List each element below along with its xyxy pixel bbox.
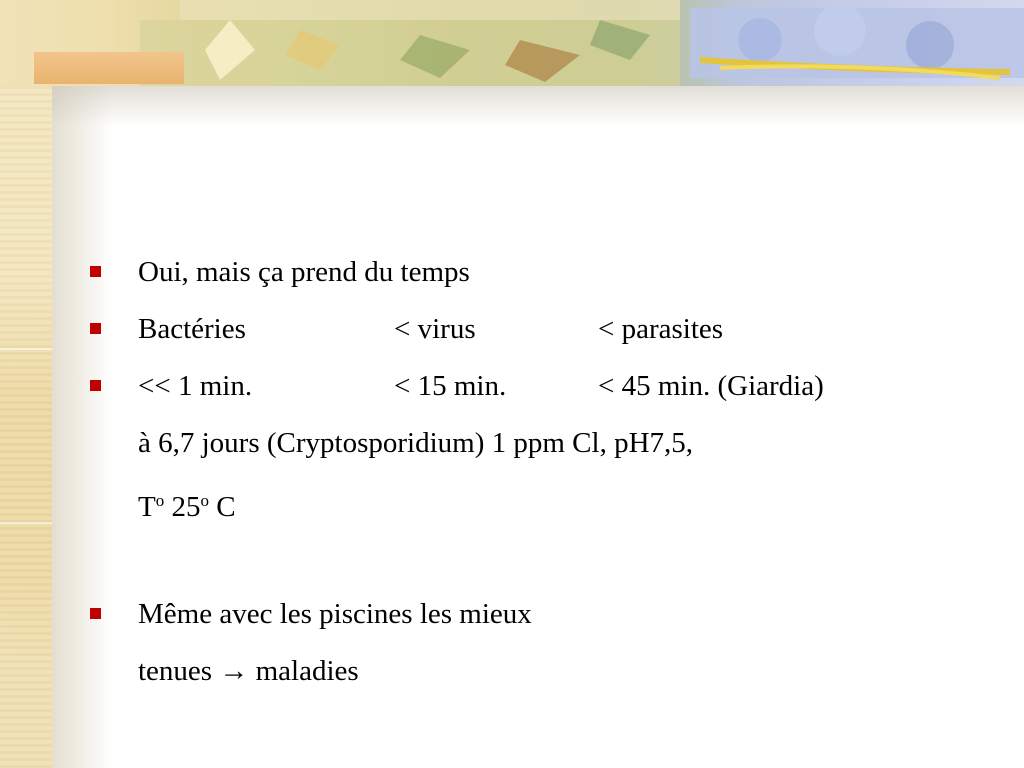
bullet-item bbox=[88, 301, 988, 358]
bullet-item bbox=[88, 244, 988, 301]
bullet-item bbox=[88, 358, 988, 415]
temperature-text: $T^o$ 25$^o$ C bbox=[138, 491, 236, 523]
slide-content bbox=[88, 244, 988, 700]
banner-shadow bbox=[52, 86, 1024, 126]
continuation-text: tenues → maladies bbox=[138, 655, 359, 687]
bullet-col-1: << 1 min. bbox=[138, 370, 253, 402]
square-bullet-icon bbox=[90, 323, 101, 334]
bullet-text: Même avec les piscines les mieux bbox=[138, 598, 532, 630]
continuation-text: à 6,7 jours (Cryptosporidium) 1 ppm Cl, pH7,5, bbox=[138, 427, 694, 459]
bullet-item bbox=[88, 586, 988, 643]
right-arrow-icon: → bbox=[219, 655, 249, 687]
orange-accent-bar bbox=[34, 52, 184, 84]
square-bullet-icon bbox=[90, 380, 101, 391]
left-decorative-strip bbox=[0, 0, 52, 768]
bullet-col-2: < virus bbox=[394, 313, 476, 345]
square-bullet-icon bbox=[90, 266, 101, 277]
spacer bbox=[88, 529, 988, 586]
square-bullet-icon bbox=[90, 608, 101, 619]
temperature-line bbox=[88, 472, 988, 529]
bullet-col-3: < 45 min. (Giardia) bbox=[598, 370, 824, 402]
continuation-line bbox=[88, 643, 988, 700]
bullet-col-1: Bactéries bbox=[138, 313, 246, 345]
bullet-text: Oui, mais ça prend du temps bbox=[138, 256, 470, 288]
bullet-col-3: < parasites bbox=[598, 313, 724, 345]
bullet-col-2: < 15 min. bbox=[394, 370, 507, 402]
continuation-line bbox=[88, 415, 988, 472]
